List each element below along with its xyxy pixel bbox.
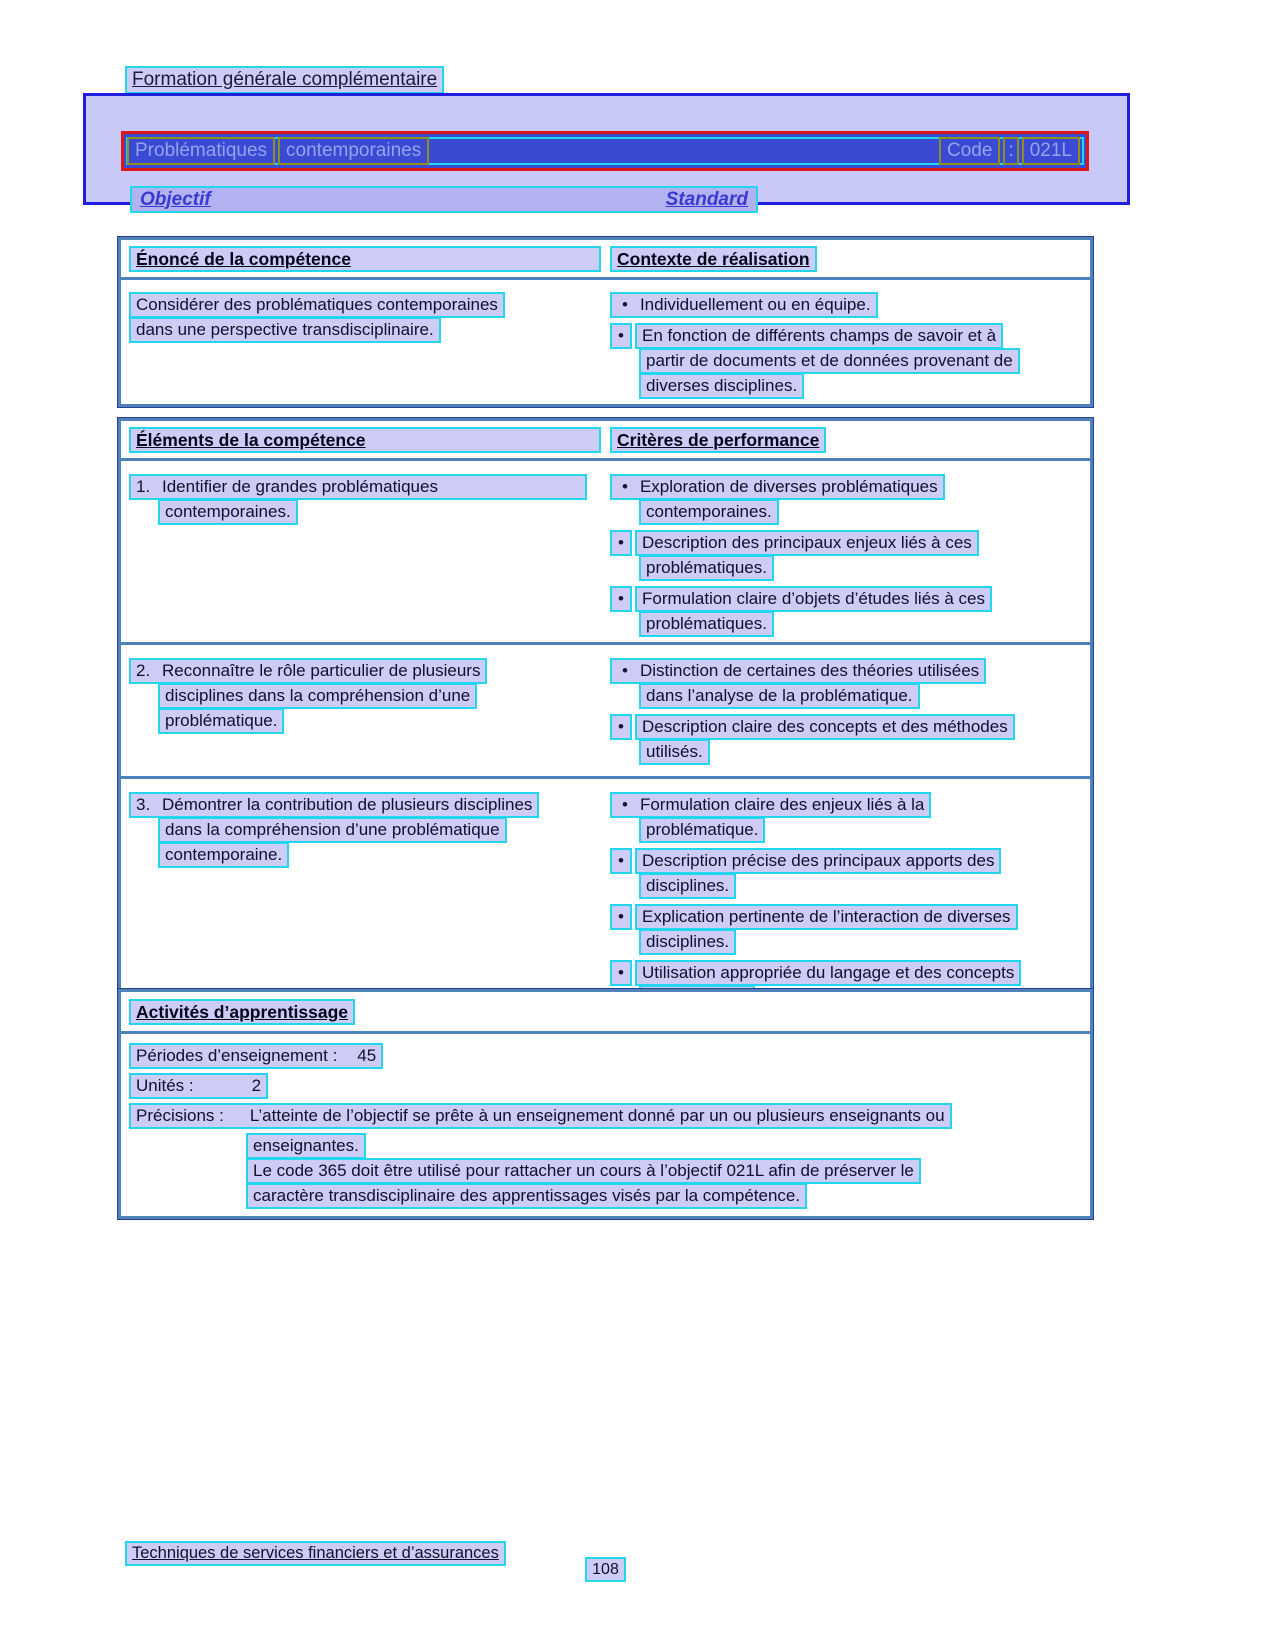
standard-heading: Standard — [665, 188, 748, 210]
text-line: Démontrer la contribution de plusieurs disciplines — [162, 795, 533, 814]
formation-note-text: Formation générale complémentaire — [125, 66, 444, 94]
unites-row — [129, 1073, 1090, 1099]
item-number: 1. — [136, 477, 151, 496]
text-line: contemporaines. — [158, 499, 298, 525]
bullet-item — [610, 904, 1090, 955]
bullet-icon: • — [622, 661, 628, 680]
header-cell-left — [121, 246, 610, 272]
bullet-icon: • — [610, 904, 632, 930]
objectif-standard-row — [130, 186, 758, 213]
item-number: 3. — [136, 795, 151, 814]
bullet-icon: • — [610, 586, 632, 612]
text-line: caractère transdisciplinaire des apprentissages visés par la compétence. — [246, 1183, 807, 1209]
precisions-continuation — [246, 1158, 1090, 1184]
text-line: disciplines. — [639, 929, 736, 955]
code-label: Code — [939, 137, 1000, 165]
bullet-item — [610, 530, 1090, 581]
text-line: problématiques. — [639, 555, 774, 581]
text-line: Explication pertinente de l’interaction de diverses — [635, 904, 1018, 930]
item-number: 2. — [136, 661, 151, 680]
text-line: Exploration de diverses problématiques — [639, 477, 938, 496]
bullet-icon: • — [622, 477, 628, 496]
text-line: utilisés. — [639, 739, 710, 765]
text-line: L’atteinte de l’objectif se prête à un enseignement donné par un ou plusieurs enseignants ou — [249, 1106, 945, 1125]
element-row-3 — [121, 776, 1090, 1016]
text-line: dans une perspective transdisciplinaire. — [129, 317, 441, 343]
bullet-item — [610, 586, 1090, 637]
objective-banner — [83, 93, 1130, 210]
precisions-continuation — [246, 1183, 1090, 1209]
periodes-value: 45 — [357, 1046, 377, 1065]
text-line: dans la compréhension d’une problématique — [158, 817, 507, 843]
bullet-icon: • — [622, 295, 628, 314]
text-line: dans l’analyse de la problématique. — [639, 683, 920, 709]
text-line: enseignantes. — [246, 1133, 366, 1159]
text-line: problématiques. — [639, 611, 774, 637]
bullet-icon: • — [610, 323, 632, 349]
bullet-item — [610, 292, 1090, 318]
precisions-label: Précisions : — [136, 1106, 224, 1125]
criteres-bullet-list — [610, 474, 1090, 642]
bullet-item — [610, 658, 1090, 709]
bullet-icon: • — [610, 530, 632, 556]
objectif-heading: Objectif — [140, 188, 211, 210]
enonce-body-row — [121, 280, 1090, 404]
text-line: En fonction de différents champs de savoir et à — [635, 323, 1003, 349]
text-line: Formulation claire des enjeux liés à la — [639, 795, 925, 814]
text-line: contemporaine. — [158, 842, 289, 868]
criteres-header-text: Critères de performance — [610, 427, 826, 453]
title-word: Problématiques — [127, 137, 275, 165]
periodes-row — [129, 1043, 1090, 1069]
text-line: contemporaines. — [639, 499, 779, 525]
code-value: 021L — [1022, 137, 1080, 165]
criteres-bullet-list — [610, 792, 1090, 1016]
text-line: diverses disciplines. — [639, 373, 804, 399]
element-left-cell — [121, 658, 610, 776]
activites-table — [118, 989, 1093, 1219]
text-line: Identifier de grandes problématiques — [162, 477, 438, 496]
bullet-icon: • — [610, 960, 632, 986]
code-separator: : — [1003, 137, 1018, 165]
text-line: problématique. — [639, 817, 765, 843]
bullet-icon: • — [622, 795, 628, 814]
text-line: Utilisation appropriée du langage et des concepts — [635, 960, 1021, 986]
text-line: Individuellement ou en équipe. — [639, 295, 871, 314]
header-cell-left — [121, 427, 610, 453]
header-cell-right — [610, 427, 1090, 453]
element-left-cell — [121, 474, 610, 642]
bullet-item — [610, 323, 1090, 399]
elements-header-text: Éléments de la compétence — [129, 427, 601, 453]
enonce-header-text: Énoncé de la compétence — [129, 246, 601, 272]
periodes-label: Périodes d’enseignement : — [136, 1046, 338, 1065]
activites-body — [121, 1034, 1090, 1216]
bullet-icon: • — [610, 714, 632, 740]
precisions-row — [129, 1103, 1090, 1129]
bullet-item — [610, 474, 1090, 525]
elements-header-row — [121, 421, 1090, 461]
bullet-icon: • — [610, 848, 632, 874]
text-line: Description des principaux enjeux liés à ces — [635, 530, 979, 556]
text-line: disciplines. — [639, 873, 736, 899]
element-row-2 — [121, 642, 1090, 776]
page-number-text: 108 — [585, 1557, 626, 1582]
text-line: partir de documents et de données provenant de — [639, 348, 1020, 374]
enonce-left-cell — [121, 292, 610, 404]
activites-header-row — [121, 992, 1090, 1034]
bullet-item — [610, 848, 1090, 899]
elements-table — [118, 418, 1093, 1019]
text-line: Description claire des concepts et des méthodes — [635, 714, 1015, 740]
header-cell-left — [121, 999, 610, 1025]
title-word: contemporaines — [278, 137, 429, 165]
enonce-header-row — [121, 240, 1090, 280]
page-number — [118, 1557, 1093, 1582]
contexte-bullet-list — [610, 292, 1090, 404]
objective-title-bar — [121, 131, 1089, 171]
text-line: Formulation claire d’objets d’études liés à ces — [635, 586, 992, 612]
enonce-table — [118, 237, 1093, 407]
formation-note — [125, 66, 444, 94]
bullet-item — [610, 714, 1090, 765]
precisions-continuation — [246, 1133, 1090, 1159]
unites-value: 2 — [251, 1076, 262, 1095]
footer-program-text: Techniques de services financiers et d’assurances — [125, 1541, 506, 1566]
text-line: disciplines dans la compréhension d’une — [158, 683, 477, 709]
activites-header-text: Activités d’apprentissage — [129, 999, 355, 1025]
element-left-cell — [121, 792, 610, 1016]
contexte-header-text: Contexte de réalisation — [610, 246, 817, 272]
unites-label: Unités : — [136, 1076, 194, 1095]
text-line: Description précise des principaux apports des — [635, 848, 1001, 874]
text-line: Distinction de certaines des théories utilisées — [639, 661, 980, 680]
criteres-bullet-list — [610, 658, 1090, 776]
text-line: Le code 365 doit être utilisé pour rattacher un cours à l’objectif 021L afin de préserver le — [246, 1158, 921, 1184]
text-line: Reconnaître le rôle particulier de plusieurs — [162, 661, 481, 680]
bullet-item — [610, 792, 1090, 843]
header-cell-right — [610, 246, 1090, 272]
element-row-1 — [121, 461, 1090, 642]
text-line: Considérer des problématiques contemporaines — [129, 292, 505, 318]
text-line: problématique. — [158, 708, 284, 734]
